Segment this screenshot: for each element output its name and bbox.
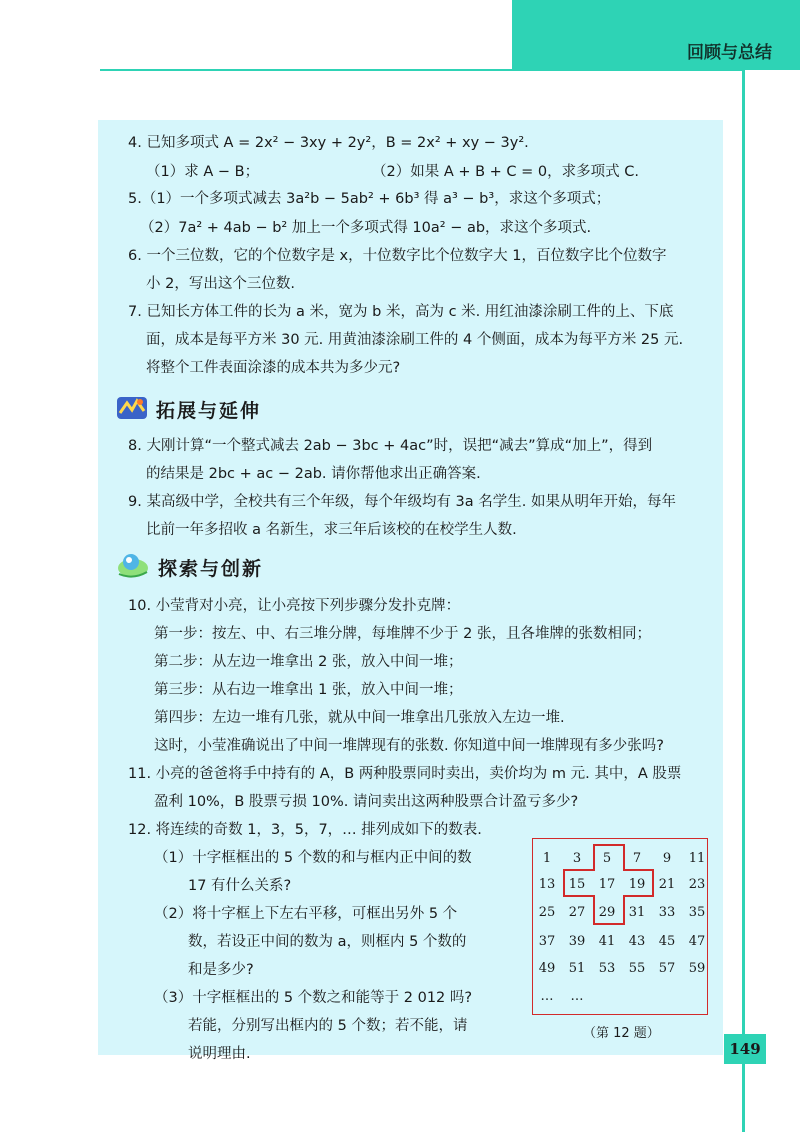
q10-step3: 第三步：从右边一堆拿出 1 张，放入中间一堆； bbox=[154, 682, 463, 698]
q5-line1: 5.（1）一个多项式减去 3a²b − 5ab² + 6b³ 得 a³ − b³，求这个多项式； bbox=[128, 191, 611, 207]
table-cell: 23 bbox=[688, 877, 706, 892]
q4-line1: 4. 已知多项式 A = 2x² − 3xy + 2y²，B = 2x² + xy − 3y². bbox=[128, 135, 529, 151]
table-cell: 5 bbox=[602, 851, 612, 866]
table-cell: 41 bbox=[598, 934, 616, 949]
chapter-title: 回顾与总结 bbox=[687, 43, 772, 63]
q7-line1: 7. 已知长方体工件的长为 a 米，宽为 b 米，高为 c 米. 用红油漆涂刷工件的上、下底 bbox=[128, 304, 674, 320]
q4-part2: （2）如果 A + B + C = 0，求多项式 C. bbox=[372, 164, 639, 180]
q6-line2: 小 2，写出这个三位数. bbox=[146, 276, 295, 292]
table-cell: 15 bbox=[568, 877, 586, 892]
q5-line2: （2）7a² + 4ab − b² 加上一个多项式得 10a² − ab，求这个多项式. bbox=[140, 220, 592, 236]
q12-line1: 12. 将连续的奇数 1，3，5，7，… 排列成如下的数表. bbox=[128, 822, 482, 838]
table-cell: 19 bbox=[628, 877, 646, 892]
section-title-exploration: 探索与创新 bbox=[158, 558, 264, 580]
page-number: 149 bbox=[724, 1034, 766, 1064]
table-cell: 33 bbox=[658, 905, 676, 920]
q12-part3-b: 若能，分别写出框内的 5 个数；若不能，请 bbox=[188, 1018, 468, 1034]
table-cell: 39 bbox=[568, 934, 586, 949]
table-cell: 3 bbox=[572, 851, 582, 866]
q8-line1: 8. 大刚计算“一个整式减去 2ab − 3bc + 4ac”时，误把“减去”算成“加上”，得到 bbox=[128, 438, 653, 454]
q11-line2: 盈利 10%，B 股票亏损 10%. 请问卖出这两种股票合计盈亏多少? bbox=[154, 794, 579, 810]
table-cell: 1 bbox=[542, 851, 552, 866]
q12-part1-a: （1）十字框框出的 5 个数的和与框内正中间的数 bbox=[154, 850, 472, 866]
q9-line2: 比前一年多招收 a 名新生，求三年后该校的在校学生人数. bbox=[146, 522, 517, 538]
q12-part3-a: （3）十字框框出的 5 个数之和能等于 2 012 吗? bbox=[154, 990, 473, 1006]
q10-line1: 10. 小莹背对小亮，让小亮按下列步骤分发扑克牌： bbox=[128, 598, 461, 614]
table-cell: 43 bbox=[628, 934, 646, 949]
table-cell: 29 bbox=[598, 905, 616, 920]
q6-line1: 6. 一个三位数，它的个位数字是 x，十位数字比个位数字大 1，百位数字比个位数字 bbox=[128, 248, 667, 264]
q9-line1: 9. 某高级中学，全校共有三个年级，每个年级均有 3a 名学生. 如果从明年开始，每年 bbox=[128, 494, 676, 510]
table-cell: 57 bbox=[658, 961, 676, 976]
table-cell: 53 bbox=[598, 961, 616, 976]
table-cell: 25 bbox=[538, 905, 556, 920]
table-cell: 9 bbox=[662, 851, 672, 866]
table-cell: … bbox=[540, 989, 554, 1004]
q12-part2-a: （2）将十字框上下左右平移，可框出另外 5 个 bbox=[154, 906, 458, 922]
q4-part1: （1）求 A − B； bbox=[146, 164, 260, 180]
table-cell: 17 bbox=[598, 877, 616, 892]
table-cell: 47 bbox=[688, 934, 706, 949]
q10-step2: 第二步：从左边一堆拿出 2 张，放入中间一堆； bbox=[154, 654, 463, 670]
section-title-extension: 拓展与延伸 bbox=[156, 400, 262, 422]
table-cell: 55 bbox=[628, 961, 646, 976]
table-cell: 21 bbox=[658, 877, 676, 892]
q12-part1-b: 17 有什么关系? bbox=[188, 878, 292, 894]
table-cell: 59 bbox=[688, 961, 706, 976]
q7-line3: 将整个工件表面涂漆的成本共为多少元? bbox=[146, 360, 401, 376]
table-cell: 13 bbox=[538, 877, 556, 892]
odd-number-table bbox=[532, 838, 708, 1015]
q12-part2-b: 数，若设正中间的数为 a，则框内 5 个数的 bbox=[188, 934, 467, 950]
table-cell: 11 bbox=[688, 851, 706, 866]
table-cell: 7 bbox=[632, 851, 642, 866]
figure-caption: （第 12 题） bbox=[583, 1026, 660, 1041]
q12-part3-c: 说明理由. bbox=[188, 1046, 251, 1062]
q12-part2-c: 和是多少? bbox=[188, 962, 254, 978]
table-cell: … bbox=[570, 989, 584, 1004]
q10-line6: 这时，小莹准确说出了中间一堆牌现有的张数. 你知道中间一堆牌现有多少张吗? bbox=[154, 738, 664, 754]
q11-line1: 11. 小亮的爸爸将手中持有的 A，B 两种股票同时卖出，卖价均为 m 元. 其中，A 股票 bbox=[128, 766, 682, 782]
table-cell: 27 bbox=[568, 905, 586, 920]
q7-line2: 面，成本是每平方米 30 元. 用黄油漆涂刷工件的 4 个侧面，成本为每平方米 25 元. bbox=[146, 332, 684, 348]
q10-step1: 第一步：按左、中、右三堆分牌，每堆牌不少于 2 张，且各堆牌的张数相同； bbox=[154, 626, 651, 642]
table-cell: 35 bbox=[688, 905, 706, 920]
table-cell: 31 bbox=[628, 905, 646, 920]
q10-step4: 第四步：左边一堆有几张，就从中间一堆拿出几张放入左边一堆. bbox=[154, 710, 565, 726]
right-margin-rule bbox=[742, 70, 745, 1132]
table-cell: 37 bbox=[538, 934, 556, 949]
table-cell: 51 bbox=[568, 961, 586, 976]
exploration-section-icon bbox=[116, 550, 150, 580]
header-divider bbox=[100, 69, 745, 71]
q8-line2: 的结果是 2bc + ac − 2ab. 请你帮他求出正确答案. bbox=[146, 466, 481, 482]
table-cell: 45 bbox=[658, 934, 676, 949]
table-cell: 49 bbox=[538, 961, 556, 976]
extension-section-icon bbox=[116, 395, 148, 421]
